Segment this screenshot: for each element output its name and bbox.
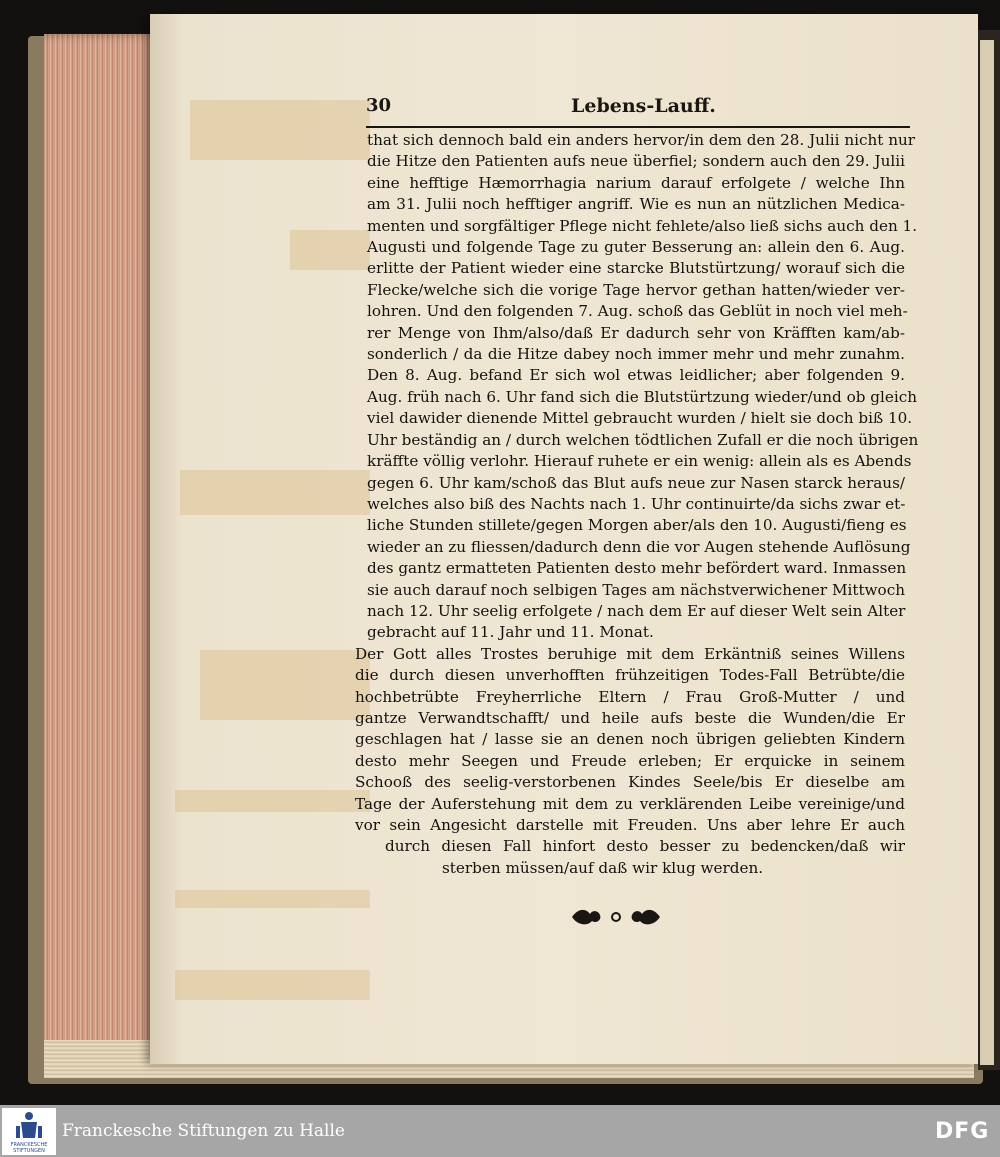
text-line: hochbetrübte Freyherrliche Eltern / Frau Groß-Mutter / und <box>355 687 905 706</box>
text-line: that sich dennoch bald ein anders hervor/in dem den 28. Julii nicht nur <box>367 131 916 149</box>
text-line: kräffte völlig verlohr. Hierauf ruhete er ein wenig: allein als es Abends <box>367 452 912 471</box>
dfg-logo[interactable]: DFG <box>935 1119 990 1144</box>
text-line: Der Gott alles Trostes beruhige mit dem Erkäntniß seines Willens <box>355 644 905 663</box>
text-line: geschlagen hat / lasse sie an denen noch übrigen geliebten Kindern <box>355 730 905 749</box>
text-line: sonderlich / da die Hitze dabey noch immer mehr und mehr zunahm. <box>367 345 905 364</box>
text-line: liche Stunden stillete/gegen Morgen aber/als den 10. Augusti/fieng es <box>367 516 907 535</box>
closing-line: sterben müssen/auf daß wir klug werden. <box>442 858 764 877</box>
text-line: viel dawider dienende Mittel gebraucht wurden / hielt sie doch biß 10. <box>367 409 913 428</box>
text-line: am 31. Julii noch hefftiger angriff. Wie es nun an nützlichen Medica- <box>367 195 905 214</box>
text-line: des gantz ermatteten Patienten desto mehr befördert ward. Inmassen <box>367 559 907 578</box>
text-line: gebracht auf 11. Jahr und 11. Monat. <box>367 623 654 642</box>
institution-logo[interactable] <box>2 1108 56 1155</box>
text-line: die Hitze den Patienten aufs neue überfiel; sondern auch den 29. Julii <box>367 152 905 171</box>
page-edges <box>44 34 160 1074</box>
text-line: vor sein Angesicht darstelle mit Freuden. Uns aber lehre Er auch <box>355 816 905 834</box>
facing-page-edge <box>980 40 994 1065</box>
text-line: Aug. früh nach 6. Uhr fand sich die Blutstürtzung wieder/und ob gleich <box>367 387 918 406</box>
institution-name: Franckesche Stiftungen zu Halle <box>62 1121 345 1141</box>
text-line: gantze Verwandtschafft/ und heile aufs beste die Wunden/die Er <box>355 708 905 727</box>
text-line: lohren. Und den folgenden 7. Aug. schoß das Geblüt in noch viel meh- <box>367 302 908 321</box>
text-line: welches also biß des Nachts nach 1. Uhr continuirte/da sichs zwar et- <box>367 494 906 513</box>
text-line: Tage der Auferstehung mit dem zu verklärenden Leibe vereinige/und <box>355 794 905 813</box>
body-text <box>355 130 919 879</box>
text-line: eine hefftige Hæmorrhagia narium darauf erfolgete / welche Ihn <box>367 173 905 192</box>
closing-line: durch diesen Fall hinfort desto besser zu bedencken/daß wir <box>385 837 905 856</box>
bleed-through-texture <box>170 80 380 1040</box>
text-line: Augusti und folgende Tage zu guter Besserung an: allein den 6. Aug. <box>367 238 905 257</box>
end-ornament <box>570 906 662 928</box>
orphanage-emblem-icon <box>2 1108 56 1142</box>
running-title: Lebens-Lauff. <box>571 95 716 117</box>
text-line: rer Menge von Ihm/also/daß Er dadurch sehr von Kräfften kam/ab- <box>367 323 905 342</box>
text-line: erlitte der Patient wieder eine starcke Blutstürtzung/ worauf sich die <box>367 259 905 278</box>
text-line: Uhr beständig an / durch welchen tödtlichen Zufall er die noch übrigen <box>367 430 919 449</box>
header-rule <box>366 126 910 128</box>
paragraph-2 <box>355 644 905 879</box>
text-line: gegen 6. Uhr kam/schoß das Blut aufs neue zur Nasen starck heraus/ <box>367 473 905 492</box>
text-line: nach 12. Uhr seelig erfolgete / nach dem Er auf dieser Welt sein Alter <box>367 601 906 620</box>
text-line: sie auch darauf noch selbigen Tages am nächstverwichener Mittwoch <box>367 580 905 599</box>
page-number: 30 <box>366 95 392 116</box>
text-line: die durch diesen unverhofften frühzeitigen Todes-Fall Betrübte/die <box>355 666 905 685</box>
paragraph-1 <box>355 130 919 644</box>
text-line: Schooß des seelig-verstorbenen Kindes Seele/bis Er dieselbe am <box>355 773 905 792</box>
text-line: desto mehr Seegen und Freude erleben; Er erquicke in seinem <box>355 751 905 770</box>
text-line: Flecke/welche sich die vorige Tage hervor gethan hatten/wieder ver- <box>367 280 905 299</box>
text-line: wieder an zu fliessen/dadurch denn die vor Augen stehende Auflösung <box>367 537 911 556</box>
text-line: Den 8. Aug. befand Er sich wol etwas leidlicher; aber folgenden 9. <box>367 366 905 385</box>
text-line: menten und sorgfältiger Pflege nicht fehlete/also ließ sichs auch den 1. <box>367 216 918 235</box>
page-header <box>366 95 910 123</box>
logo-label: FRANCKESCHE STIFTUNGEN <box>10 1142 48 1154</box>
